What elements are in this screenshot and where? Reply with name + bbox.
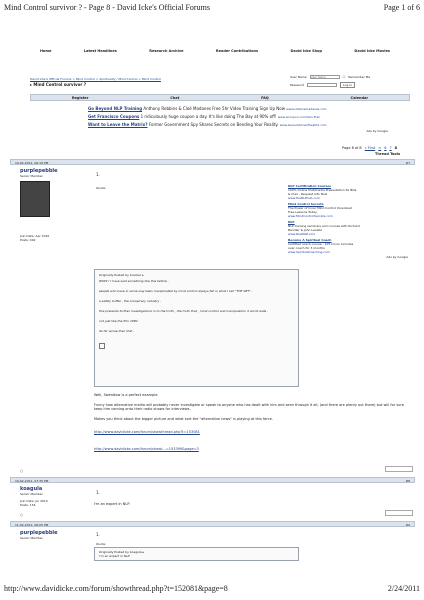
- ad-item[interactable]: Want to Leave the Matrix? Former Government Spy Shares Secrets on Bending Your Reality. www.Generationsofhelpful.com: [88, 122, 327, 127]
- quote-label: Quote:: [96, 186, 107, 190]
- quote-line: its far worse than that .: [99, 329, 135, 333]
- thread-title: ▸ Mind Control survivor ?: [30, 82, 87, 87]
- quote-box: [94, 547, 299, 561]
- post-link[interactable]: http://www.davidicke.com/forum/showt...=153399&page=3: [94, 446, 199, 451]
- first-page-link[interactable]: « First: [364, 146, 376, 150]
- quote-button[interactable]: [385, 466, 413, 472]
- nav-register[interactable]: Register: [71, 95, 89, 100]
- login-form: [290, 75, 395, 93]
- post-number[interactable]: #7: [405, 161, 410, 165]
- quote-box: [94, 269, 299, 387]
- thread-tools-menu[interactable]: Thread Tools: [375, 152, 401, 156]
- forum-nav-bar: [30, 94, 410, 101]
- post-text: Well, Swerdlow is a perfect example.: [94, 393, 159, 397]
- nav-home[interactable]: Home: [40, 49, 52, 53]
- page-label: Page 8 of 8: [342, 146, 362, 150]
- side-ad-item[interactable]: NLP NLP training seminars and courses with Richard Bandler & John Lavalle www.RealNLP.com: [288, 220, 360, 236]
- post-author: [20, 530, 58, 540]
- nav-latest-headlines[interactable]: Latest Headlines: [83, 49, 117, 53]
- post-text: Funny how alternative media will probably never investigate or speak to anyone who has dealt with him and seen through it all, (and there are plenty out there) but will for sure keep him coming onto their radio shows for interviews.: [94, 402, 404, 412]
- username-link[interactable]: koagula: [20, 486, 43, 492]
- view-post-icon[interactable]: ▸: [142, 550, 145, 554]
- print-footer-url: http://www.davidicke.com/forum/showthread.php?t=152081&page=8: [4, 584, 228, 593]
- post-index: 1.: [96, 172, 100, 177]
- join-date: Join Date: Jul 2010: [20, 499, 48, 503]
- ads-by-google[interactable]: Ads by Google: [386, 255, 408, 259]
- post-number[interactable]: #8: [405, 479, 410, 483]
- side-ad-item[interactable]: NLP Certification Courses 100% Online Multimedia Presentation 6x Bills & Quiz - Request Info Now www.theNLPhub.com: [288, 184, 357, 200]
- post-status-icon: ○: [20, 513, 24, 517]
- ad-item[interactable]: Go Beyond NLP Training Anthony Robbins & Cloé Madanes Free 5hr Video Training Sign Up Now www.robbinsmadanes.com: [88, 106, 327, 111]
- breadcrumb: [30, 77, 270, 92]
- post-index: 1.: [96, 490, 100, 495]
- breadcrumb-path[interactable]: David Icke's Official Forums > Mind Control > Spirituality / Mind Control > Mind Control: [30, 77, 161, 81]
- ads-by-google[interactable]: Ads by Google: [366, 129, 388, 133]
- print-footer-date: 2/24/2011: [387, 584, 420, 593]
- username-label: User Name: [290, 75, 307, 79]
- side-ad-item[interactable]: Mind Control Secrets The Power of Inner Mind Control Download Free Lessons Today www.MindControlSecrets.com: [288, 202, 353, 218]
- top-ads: [88, 106, 388, 133]
- checkbox-icon[interactable]: ☐: [342, 75, 346, 79]
- post-date: 10-02-2011, 06:19 PM: [15, 161, 49, 165]
- user-title: Senior Member: [20, 174, 43, 178]
- nav-reader-contributions[interactable]: Reader Contributions: [215, 49, 259, 53]
- side-ad-item[interactable]: Become A Spiritual Coach Certified coach course - 105 hours Includes over coach for 3 months www.SpiritualCoaching.com: [288, 238, 354, 254]
- nav-calendar[interactable]: Calendar: [350, 95, 369, 100]
- nav-faq[interactable]: FAQ: [261, 95, 269, 100]
- ad-item[interactable]: Get Francisco Coupons 1 ridiculously huge coupon a day. It's like doing The Bay at 90% off! www.Groupon.com/San-Fran: [88, 114, 321, 119]
- view-post-icon[interactable]: ▸: [142, 273, 144, 277]
- print-header-page: Page 1 of 6: [383, 3, 420, 12]
- prev-page-link[interactable]: <: [378, 146, 382, 150]
- quote-line: this prevents further investigations in to the truth , the truth that , mind control and manipulation it world wide .: [99, 309, 269, 313]
- post-count: Posts: 492: [20, 238, 36, 242]
- quote-line: WOW ! I have said something like this before .: [99, 279, 169, 283]
- username-input[interactable]: [310, 75, 340, 79]
- page-link[interactable]: 7: [389, 146, 392, 150]
- avatar[interactable]: [20, 181, 50, 217]
- nav-chat[interactable]: Chat: [170, 95, 180, 100]
- quote-button[interactable]: [385, 510, 413, 516]
- pagination: [342, 146, 397, 150]
- quote-line: not just like the film 1984: [99, 319, 138, 323]
- nav-shop[interactable]: David Icke Shop: [290, 49, 323, 53]
- nav-movies[interactable]: David Icke Movies: [354, 49, 390, 53]
- post-date: 11-02-2011, 06:05 PM: [15, 523, 49, 527]
- post-text: I'm an expert in NLP.: [94, 502, 131, 506]
- post-header: [10, 159, 415, 165]
- site-nav: [40, 49, 390, 53]
- post-index: 1.: [96, 532, 100, 537]
- post-author: [20, 168, 58, 242]
- user-title: Senior Member: [20, 492, 43, 496]
- post-date: 10-02-2011, 07:35 PM: [15, 479, 49, 483]
- remember-me-label: Remember Me: [348, 75, 371, 79]
- page-link[interactable]: 6: [384, 146, 387, 150]
- post-number[interactable]: #9: [405, 523, 410, 527]
- password-label: Password: [290, 83, 305, 87]
- password-input[interactable]: [307, 83, 337, 87]
- quote-line: a safety buffer , the conspiracy industry .: [99, 299, 162, 303]
- breadcrumb-icon: ▸: [30, 82, 34, 87]
- quote-label: Quote:: [96, 542, 107, 546]
- nav-research-archive[interactable]: Research Archive: [149, 49, 184, 53]
- quote-author: Originally Posted by koagula ▸: [99, 550, 145, 554]
- post-status-icon: ○: [20, 469, 24, 473]
- post-count: Posts: 154: [20, 503, 36, 507]
- post-text: Makes you think about the bigger picture and what sort the "alternative news" is playing at this farce.: [94, 417, 273, 422]
- login-button[interactable]: Log in: [340, 82, 355, 88]
- user-title: Senior Member: [20, 536, 43, 540]
- quote-line: people who have in some way been manipulated by mind control always fall in what I call "THE NET" .: [99, 289, 253, 293]
- join-date: Join Date: Apr 2010: [20, 234, 50, 238]
- quote-author: Originally Posted by bracker ▸: [99, 273, 144, 277]
- side-ads: [288, 184, 408, 259]
- post-header: [10, 477, 415, 483]
- username-link[interactable]: purplepebble: [20, 168, 58, 174]
- post-body: [94, 393, 412, 451]
- username-link[interactable]: purplepebble: [20, 530, 58, 536]
- post-header: [10, 521, 415, 527]
- smiley-icon: [99, 343, 105, 349]
- quote-line: I'm an expert in NLP.: [99, 554, 130, 558]
- post-author: [20, 486, 48, 507]
- post-link[interactable]: http://www.davidicke.com/forum/showthread.php?t=153081: [94, 429, 200, 434]
- current-page: 8: [394, 146, 398, 150]
- print-header-title: Mind Control survivor ? - Page 8 - David Icke's Official Forums: [4, 3, 210, 12]
